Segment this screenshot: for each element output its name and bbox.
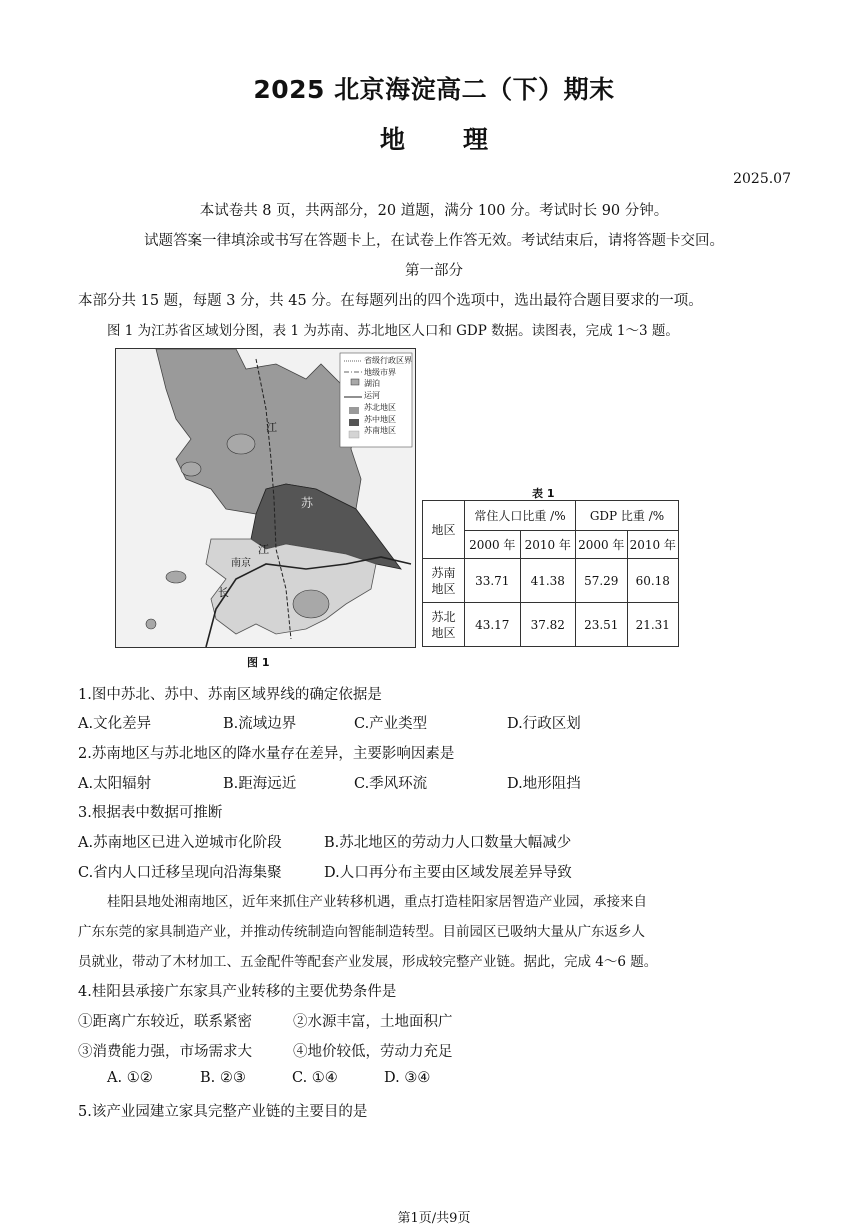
- q4-statement: ④地价较低，劳动力充足: [293, 1044, 453, 1060]
- page-title: 2025 北京海淀高二（下）期末: [253, 75, 615, 104]
- question-4-stem: 4.桂阳县承接广东家具产业转移的主要优势条件是: [78, 984, 397, 1000]
- legend-item: 苏中地区: [364, 414, 396, 424]
- q2-option-b: B.距海远近: [223, 776, 297, 792]
- table-year-header: 2010 年: [520, 531, 576, 559]
- question-2-stem: 2.苏南地区与苏北地区的降水量存在差异，主要影响因素是: [78, 746, 455, 762]
- part-heading: 第一部分: [405, 263, 463, 279]
- table-cell: 43.17: [465, 603, 521, 647]
- passage-line: 桂阳县地处湘南地区，近年来抓住产业转移机遇，重点打造桂阳家居智造产业园，承接来自: [107, 894, 647, 910]
- map-label-nanjing: 南京: [231, 558, 251, 569]
- q4-option-a: A. ①②: [107, 1070, 153, 1086]
- passage-line: 广东东莞的家具制造产业，并推动传统制造向智能制造转型。目前园区已吸纳大量从广东返乡人: [78, 924, 645, 940]
- q3-option-b: B.苏北地区的劳动力人口数量大幅减少: [324, 835, 572, 851]
- map-label: 江: [266, 421, 277, 434]
- map-label: 长: [218, 586, 229, 599]
- q3-option-a: A.苏南地区已进入逆城市化阶段: [78, 835, 282, 851]
- intro-line-2: 试题答案一律填涂或书写在答题卡上，在试卷上作答无效。考试结束后，请将答题卡交回。: [144, 233, 724, 249]
- table-caption: 表 1: [532, 487, 555, 500]
- figure-caption: 图 1: [247, 656, 270, 669]
- q4-option-d: D. ③④: [384, 1070, 431, 1086]
- q2-option-c: C.季风环流: [354, 776, 428, 792]
- table-cell: 23.51: [576, 603, 628, 647]
- legend-item: 运河: [364, 391, 380, 401]
- page-footer: 第1页/共9页: [397, 1211, 471, 1226]
- table-year-header: 2010 年: [627, 531, 679, 559]
- q3-option-d: D.人口再分布主要由区域发展差异导致: [324, 865, 572, 881]
- q2-option-d: D.地形阻挡: [507, 776, 581, 792]
- q4-statement: ③消费能力强，市场需求大: [78, 1044, 252, 1060]
- q2-option-a: A.太阳辐射: [78, 776, 152, 792]
- table-cell: 33.71: [465, 559, 521, 603]
- q1-option-c: C.产业类型: [354, 716, 428, 732]
- q3-option-c: C.省内人口迁移呈现向沿海集聚: [78, 865, 282, 881]
- table-cell: 41.38: [520, 559, 576, 603]
- table-cell: 57.29: [576, 559, 628, 603]
- map-label: 江: [258, 543, 269, 556]
- table-corner: 地区: [423, 501, 465, 559]
- q1-option-b: B.流域边界: [223, 716, 297, 732]
- table-cell: 21.31: [627, 603, 679, 647]
- q4-option-b: B. ②③: [200, 1070, 246, 1086]
- table-cell: 37.82: [520, 603, 576, 647]
- table-row: [423, 603, 679, 647]
- question-5-stem: 5.该产业园建立家具完整产业链的主要目的是: [78, 1104, 368, 1120]
- table-row-region: 苏北地区: [423, 603, 465, 647]
- q4-statement: ①距离广东较近，联系紧密: [78, 1014, 252, 1030]
- map-label: 苏: [301, 496, 314, 510]
- q4-statement: ②水源丰富，土地面积广: [293, 1014, 453, 1030]
- legend-item: 省级行政区界: [364, 356, 412, 365]
- legend-item: 苏南地区: [364, 426, 396, 436]
- passage-line: 员就业，带动了木材加工、五金配件等配套产业发展，形成较完整产业链。据此，完成 4～6 题。: [78, 954, 658, 970]
- question-3-stem: 3.根据表中数据可推断: [78, 805, 223, 821]
- jiangsu-region-map: [115, 348, 416, 648]
- question-1-stem: 1.图中苏北、苏中、苏南区域界线的确定依据是: [78, 687, 382, 703]
- subject-title: 地理: [379, 125, 546, 154]
- q1-option-a: A.文化差异: [78, 716, 152, 732]
- map-legend: [364, 355, 412, 437]
- legend-item: 苏北地区: [364, 402, 396, 412]
- legend-item: 湖泊: [364, 379, 380, 389]
- table-group-header: GDP 比重 /%: [576, 501, 679, 531]
- data-table: [422, 500, 679, 647]
- table-group-header: 常住人口比重 /%: [465, 501, 576, 531]
- exam-date: 2025.07: [733, 171, 791, 187]
- table-year-header: 2000 年: [465, 531, 521, 559]
- table-row: [423, 559, 679, 603]
- legend-item: 地级市界: [364, 367, 396, 377]
- table-cell: 60.18: [627, 559, 679, 603]
- intro-line-1: 本试卷共 8 页，共两部分，20 道题，满分 100 分。考试时长 90 分钟。: [199, 203, 669, 219]
- q4-option-c: C. ①④: [292, 1070, 338, 1086]
- table-row-region: 苏南地区: [423, 559, 465, 603]
- table-year-header: 2000 年: [576, 531, 628, 559]
- part-instruction: 本部分共 15 题，每题 3 分，共 45 分。在每题列出的四个选项中，选出最符合题目要求的一项。: [78, 293, 703, 309]
- material-intro: 图 1 为江苏省区域划分图，表 1 为苏南、苏北地区人口和 GDP 数据。读图表，完成 1～3 题。: [107, 323, 679, 339]
- q1-option-d: D.行政区划: [507, 716, 581, 732]
